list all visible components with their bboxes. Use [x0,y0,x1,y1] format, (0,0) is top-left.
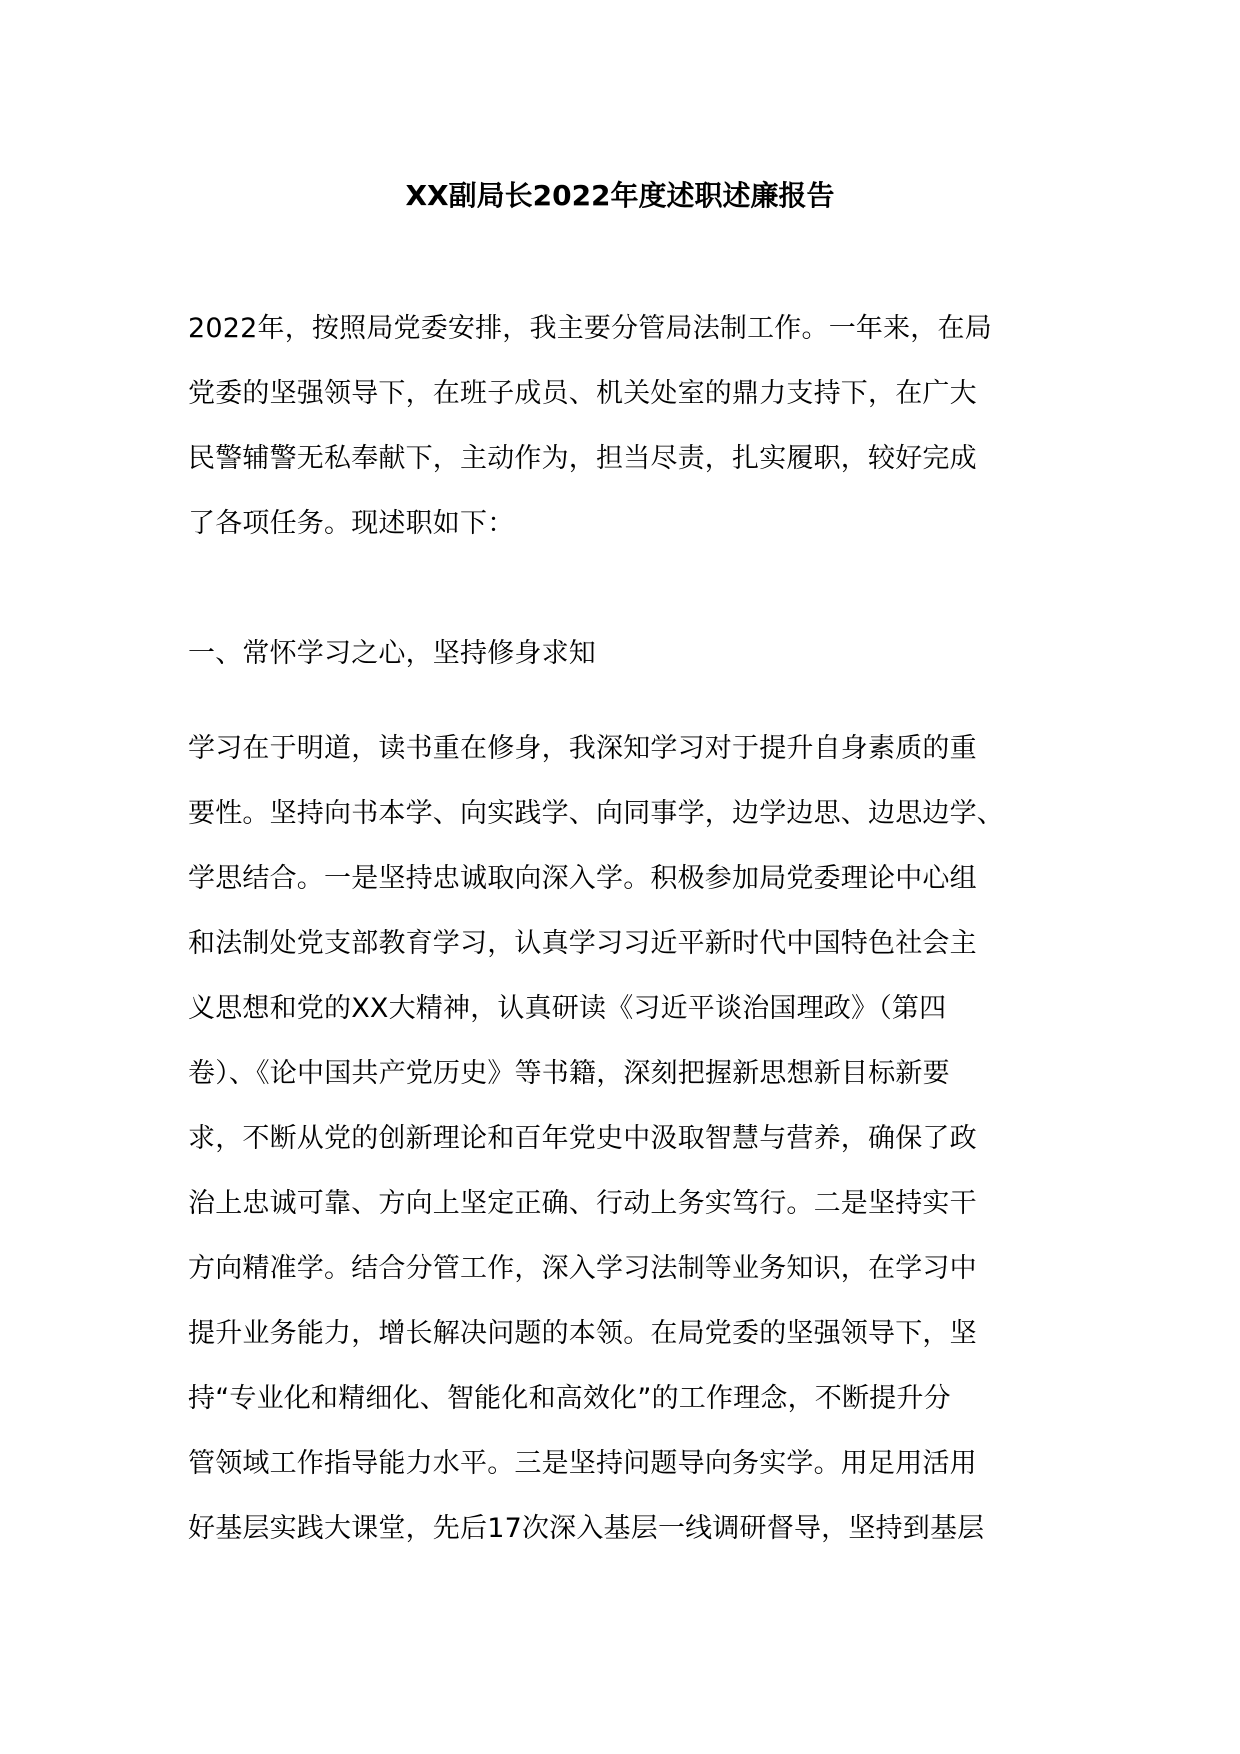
section-1-paragraph [188,716,1088,1561]
paragraph-line: 2022年，按照局党委安排，我主要分管局法制工作。一年来，在局 [188,313,992,344]
paragraph-line: 求，不断从党的创新理论和百年党史中汲取智慧与营养，确保了政 [188,1123,977,1154]
paragraph-line: 了各项任务。现述职如下： [188,508,515,539]
paragraph-line: 要性。坚持向书本学、向实践学、向同事学，边学边思、边思边学、 [188,798,1004,829]
paragraph-line: 提升业务能力，增长解决问题的本领。在局党委的坚强领导下，坚 [188,1318,977,1349]
paragraph-line: 义思想和党的XX大精神，认真研读《习近平谈治国理政》（第四 [188,993,947,1024]
paragraph-line: 学思结合。一是坚持忠诚取向深入学。积极参加局党委理论中心组 [188,863,977,894]
section-heading [188,621,1088,686]
paragraph-line: 好基层实践大课堂，先后17次深入基层一线调研督导，坚持到基层 [188,1513,985,1544]
intro-paragraph [188,296,1088,556]
paragraph-line: 党委的坚强领导下，在班子成员、机关处室的鼎力支持下，在广大 [188,378,977,409]
paragraph-line: 民警辅警无私奉献下，主动作为，担当尽责，扎实履职，较好完成 [188,443,977,474]
paragraph-line: 管领域工作指导能力水平。三是坚持问题导向务实学。用足用活用 [188,1448,977,1479]
document-title: XX副局长2022年度述职述廉报告 [405,179,835,212]
section-1-heading: 一、常怀学习之心，坚持修身求知 [188,638,596,669]
paragraph-line: 持“专业化和精细化、智能化和高效化”的工作理念，不断提升分 [188,1383,951,1414]
paragraph-line: 卷）、《论中国共产党历史》等书籍，深刻把握新思想新目标新要 [188,1058,950,1089]
paragraph-line: 方向精准学。结合分管工作，深入学习法制等业务知识，在学习中 [188,1253,977,1284]
paragraph-line: 学习在于明道，读书重在修身，我深知学习对于提升自身素质的重 [188,733,977,764]
paragraph-line: 和法制处党支部教育学习，认真学习习近平新时代中国特色社会主 [188,928,977,959]
paragraph-line: 治上忠诚可靠、方向上坚定正确、行动上务实笃行。二是坚持实干 [188,1188,977,1219]
